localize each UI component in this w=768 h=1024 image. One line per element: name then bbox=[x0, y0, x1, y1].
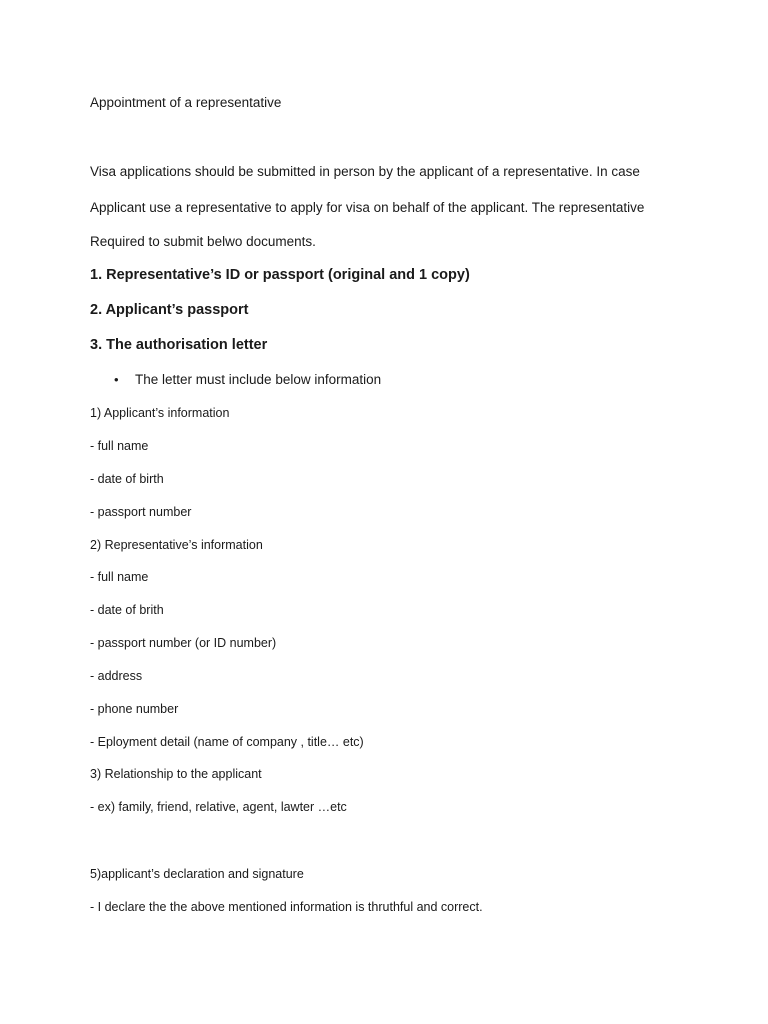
detail-line: - full name bbox=[90, 439, 149, 453]
numbered-heading: 3. The authorisation letter bbox=[90, 337, 268, 353]
bullet-icon: • bbox=[114, 372, 119, 387]
detail-line: - ex) family, friend, relative, agent, lawter …etc bbox=[90, 800, 347, 814]
intro-line: Visa applications should be submitted in person by the applicant of a representative. In case bbox=[90, 164, 640, 179]
section-label: 3) Relationship to the applicant bbox=[90, 767, 262, 781]
detail-line: - Eployment detail (name of company , title… etc) bbox=[90, 735, 364, 749]
detail-line: - full name bbox=[90, 570, 149, 584]
numbered-heading: 2. Applicant’s passport bbox=[90, 302, 249, 318]
detail-line: - date of brith bbox=[90, 603, 164, 617]
intro-line: Required to submit belwo documents. bbox=[90, 234, 316, 249]
bullet-text: The letter must include below information bbox=[135, 372, 382, 387]
bullet-item bbox=[114, 373, 381, 387]
detail-line: - passport number bbox=[90, 505, 192, 519]
section-label: 1) Applicant’s information bbox=[90, 406, 230, 420]
detail-line: - phone number bbox=[90, 702, 179, 716]
intro-line: Applicant use a representative to apply for visa on behalf of the applicant. The representative bbox=[90, 200, 645, 215]
detail-line: - I declare the the above mentioned information is thruthful and correct. bbox=[90, 900, 483, 914]
numbered-heading: 1. Representative’s ID or passport (original and 1 copy) bbox=[90, 267, 470, 283]
detail-line: - passport number (or ID number) bbox=[90, 636, 277, 650]
detail-line: - date of birth bbox=[90, 472, 164, 486]
section-label: 2) Representative’s information bbox=[90, 538, 263, 552]
document-title: Appointment of a representative bbox=[90, 95, 282, 110]
section-label: 5)applicant’s declaration and signature bbox=[90, 867, 304, 881]
detail-line: - address bbox=[90, 669, 143, 683]
